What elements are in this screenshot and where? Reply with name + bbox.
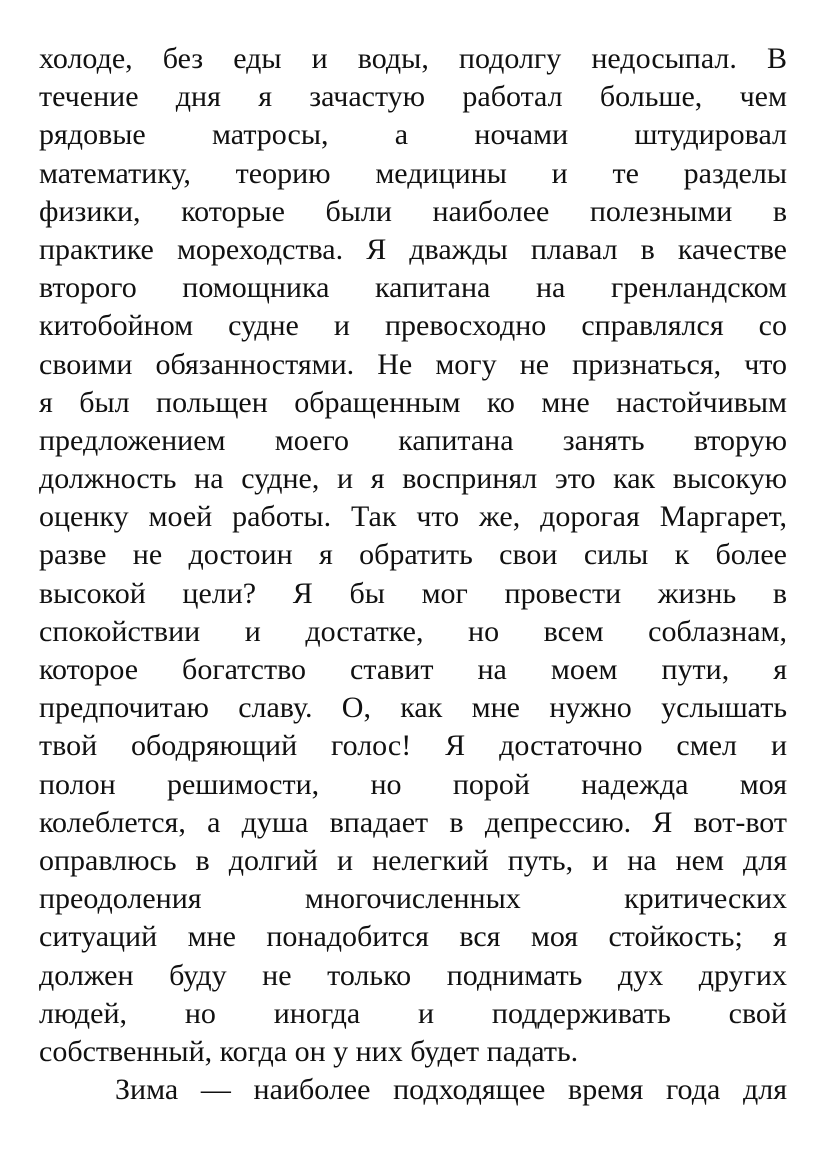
text-line-13: оценку моей работы. Так что же, дорогая Маргарет, [39, 500, 787, 534]
text-line-21: колеблется, а душа впадает в депрессию. Я вот-вот [39, 805, 787, 839]
text-line-24: ситуаций мне понадобится вся моя стойкость; я [39, 920, 787, 954]
text-line-10: я был польщен обращенным ко мне настойчивым [39, 385, 787, 419]
document-page [39, 40, 787, 1109]
text-line-2: течение дня я зачастую работал больше, чем [39, 80, 787, 114]
text-line-1: холоде, без еды и воды, подолгу недосыпал. В [39, 42, 787, 75]
text-line-17: которое богатство ставит на моем пути, я [39, 653, 787, 686]
text-line-22: оправлюсь в долгий и нелегкий путь, и на нем для [39, 843, 787, 877]
text-line-23: преодоления многочисленных критических [39, 882, 787, 916]
text-line-14: разве не достоин я обратить свои силы к более [39, 538, 787, 572]
text-line-12: должность на судне, и я воспринял это как высокую [39, 462, 787, 496]
text-line-18: предпочитаю славу. О, как мне нужно услышать [39, 691, 787, 725]
text-line-6: практике мореходства. Я дважды плавал в качестве [39, 232, 787, 266]
new-paragraph-first-line: Зима — наиболее подходящее время года для [115, 1073, 787, 1107]
text-line-5: физики, которые были наиболее полезными в [39, 194, 787, 228]
text-line-19: твой ободряющий голос! Я достаточно смел и [39, 729, 787, 763]
text-line-20: полон решимости, но порой надежда моя [39, 767, 787, 801]
paragraph-end-line: собственный, когда он у них будет падать. [39, 1034, 579, 1068]
text-line-7: второго помощника капитана на гренландском [39, 271, 787, 305]
text-line-8: китобойном судне и превосходно справлялся со [39, 309, 787, 343]
text-line-3: рядовые матросы, а ночами штудировал [39, 118, 787, 152]
text-line-4: математику, теорию медицины и те разделы [39, 156, 787, 190]
text-line-15: высокой цели? Я бы мог провести жизнь в [39, 576, 787, 610]
text-line-9: своими обязанностями. Не могу не признаться, что [39, 347, 787, 381]
text-line-11: предложением моего капитана занять вторую [39, 423, 787, 457]
text-line-26: людей, но иногда и поддерживать свой [39, 996, 787, 1030]
text-line-25: должен буду не только поднимать дух других [39, 958, 787, 992]
text-line-16: спокойствии и достатке, но всем соблазнам, [39, 614, 787, 648]
